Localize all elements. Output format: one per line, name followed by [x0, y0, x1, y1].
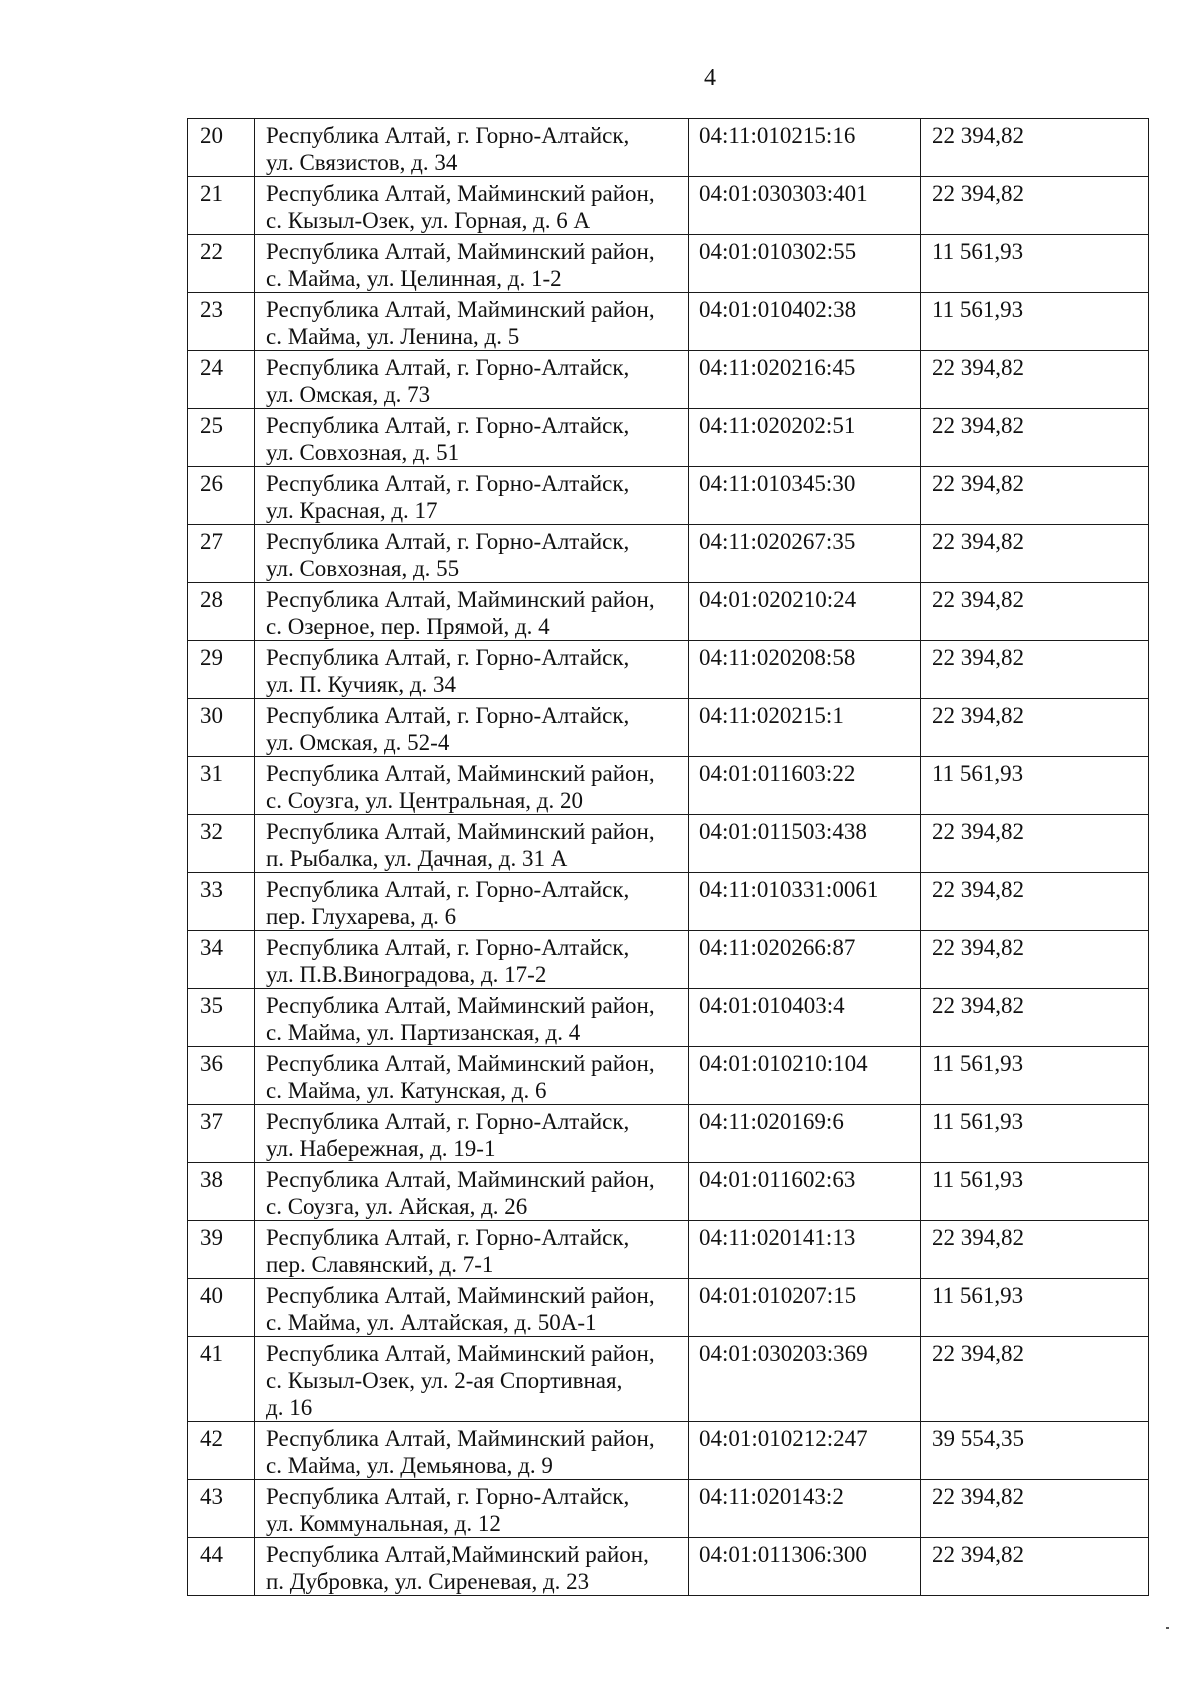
address-line: Республика Алтай, Майминский район,: [266, 761, 655, 786]
address-line: Республика Алтай,Майминский район,: [266, 1542, 649, 1567]
address-cell: [255, 1105, 689, 1163]
amount-cell: 22 394,82: [921, 409, 1149, 467]
address-line: п. Дубровка, ул. Сиреневая, д. 23: [266, 1569, 590, 1594]
amount-cell: 22 394,82: [921, 1538, 1149, 1596]
address-line: с. Майма, ул. Целинная, д. 1-2: [266, 266, 562, 291]
row-number-cell: 22: [188, 235, 255, 293]
address-line: Республика Алтай, Майминский район,: [266, 297, 655, 322]
amount-cell: 11 561,93: [921, 1047, 1149, 1105]
table-row: [188, 641, 1149, 699]
address-line: Республика Алтай, г. Горно-Алтайск,: [266, 935, 630, 960]
table-row: [188, 1422, 1149, 1480]
amount-cell: 11 561,93: [921, 757, 1149, 815]
address-cell: [255, 1279, 689, 1337]
cadastral-number-cell: 04:01:010212:247: [689, 1422, 921, 1480]
address-cell: [255, 873, 689, 931]
table-row: [188, 409, 1149, 467]
row-number-cell: 31: [188, 757, 255, 815]
row-number-cell: 41: [188, 1337, 255, 1422]
table-row: [188, 1105, 1149, 1163]
address-cell: [255, 1337, 689, 1422]
table-row: [188, 1279, 1149, 1337]
table-row: [188, 1480, 1149, 1538]
row-number-cell: 32: [188, 815, 255, 873]
address-line: ул. Совхозная, д. 51: [266, 440, 460, 465]
address-cell: [255, 931, 689, 989]
table-row: [188, 1337, 1149, 1422]
address-line: п. Рыбалка, ул. Дачная, д. 31 А: [266, 846, 568, 871]
amount-cell: 22 394,82: [921, 351, 1149, 409]
address-cell: [255, 235, 689, 293]
address-cell: [255, 1047, 689, 1105]
amount-cell: 22 394,82: [921, 641, 1149, 699]
address-line: ул. П.В.Виноградова, д. 17-2: [266, 962, 547, 987]
cadastral-number-cell: 04:11:020266:87: [689, 931, 921, 989]
address-line: с. Майма, ул. Демьянова, д. 9: [266, 1453, 553, 1478]
address-line: Республика Алтай, г. Горно-Алтайск,: [266, 1109, 630, 1134]
address-line: Республика Алтай, г. Горно-Алтайск,: [266, 1484, 630, 1509]
address-line: Республика Алтай, Майминский район,: [266, 1167, 655, 1192]
address-line: Республика Алтай, Майминский район,: [266, 1283, 655, 1308]
cadastral-number-cell: 04:01:011602:63: [689, 1163, 921, 1221]
cadastral-number-cell: 04:01:010302:55: [689, 235, 921, 293]
amount-cell: 22 394,82: [921, 699, 1149, 757]
address-line: ул. Коммунальная, д. 12: [266, 1511, 501, 1536]
amount-cell: 11 561,93: [921, 293, 1149, 351]
address-line: ул. Совхозная, д. 55: [266, 556, 460, 581]
address-line: ул. Красная, д. 17: [266, 498, 438, 523]
cadastral-number-cell: 04:11:020208:58: [689, 641, 921, 699]
address-line: Республика Алтай, г. Горно-Алтайск,: [266, 123, 630, 148]
address-line: ул. Омская, д. 73: [266, 382, 431, 407]
address-line: Республика Алтай, г. Горно-Алтайск,: [266, 471, 630, 496]
address-line: с. Майма, ул. Ленина, д. 5: [266, 324, 520, 349]
table-row: [188, 467, 1149, 525]
row-number-cell: 43: [188, 1480, 255, 1538]
table-row: [188, 699, 1149, 757]
address-line: ул. Набережная, д. 19-1: [266, 1136, 496, 1161]
table-row: [188, 177, 1149, 235]
row-number-cell: 20: [188, 119, 255, 177]
row-number-cell: 29: [188, 641, 255, 699]
amount-cell: 22 394,82: [921, 815, 1149, 873]
amount-cell: 22 394,82: [921, 467, 1149, 525]
address-line: Республика Алтай, г. Горно-Алтайск,: [266, 1225, 630, 1250]
table-row: [188, 293, 1149, 351]
table-row: [188, 583, 1149, 641]
address-line: Республика Алтай, Майминский район,: [266, 587, 655, 612]
address-line: с. Майма, ул. Катунская, д. 6: [266, 1078, 547, 1103]
address-line: ул. Связистов, д. 34: [266, 150, 458, 175]
cadastral-number-cell: 04:11:020141:13: [689, 1221, 921, 1279]
amount-cell: 22 394,82: [921, 1221, 1149, 1279]
cadastral-number-cell: 04:11:010331:0061: [689, 873, 921, 931]
cadastral-number-cell: 04:11:020202:51: [689, 409, 921, 467]
table-row: [188, 525, 1149, 583]
cadastral-number-cell: 04:11:020215:1: [689, 699, 921, 757]
address-line: с. Озерное, пер. Прямой, д. 4: [266, 614, 550, 639]
address-cell: [255, 1480, 689, 1538]
table-row: [188, 119, 1149, 177]
cadastral-number-cell: 04:01:011603:22: [689, 757, 921, 815]
address-line: с. Соузга, ул. Центральная, д. 20: [266, 788, 584, 813]
amount-cell: 22 394,82: [921, 1337, 1149, 1422]
address-cell: [255, 351, 689, 409]
address-line: Республика Алтай, Майминский район,: [266, 1426, 655, 1451]
row-number-cell: 26: [188, 467, 255, 525]
table-row: [188, 1221, 1149, 1279]
address-line: Республика Алтай, Майминский район,: [266, 993, 655, 1018]
table-row: [188, 1163, 1149, 1221]
amount-cell: 22 394,82: [921, 119, 1149, 177]
table-row: [188, 1047, 1149, 1105]
cadastral-number-cell: 04:11:010215:16: [689, 119, 921, 177]
address-line: с. Соузга, ул. Айская, д. 26: [266, 1194, 528, 1219]
address-line: Республика Алтай, Майминский район,: [266, 819, 655, 844]
row-number-cell: 23: [188, 293, 255, 351]
address-line: Республика Алтай, г. Горно-Алтайск,: [266, 703, 630, 728]
address-cell: [255, 1422, 689, 1480]
row-number-cell: 37: [188, 1105, 255, 1163]
address-line: Республика Алтай, г. Горно-Алтайск,: [266, 877, 630, 902]
table-row: [188, 1538, 1149, 1596]
address-cell: [255, 815, 689, 873]
amount-cell: 22 394,82: [921, 989, 1149, 1047]
address-line: Республика Алтай, Майминский район,: [266, 181, 655, 206]
table-row: [188, 351, 1149, 409]
address-line: с. Кызыл-Озек, ул. 2-ая Спортивная,: [266, 1368, 623, 1393]
row-number-cell: 34: [188, 931, 255, 989]
address-line: Республика Алтай, г. Горно-Алтайск,: [266, 529, 630, 554]
row-number-cell: 35: [188, 989, 255, 1047]
address-cell: [255, 177, 689, 235]
cadastral-number-cell: 04:11:020169:6: [689, 1105, 921, 1163]
cadastral-number-cell: 04:01:030203:369: [689, 1337, 921, 1422]
row-number-cell: 40: [188, 1279, 255, 1337]
address-cell: [255, 757, 689, 815]
amount-cell: 22 394,82: [921, 177, 1149, 235]
amount-cell: 22 394,82: [921, 1480, 1149, 1538]
table-row: [188, 235, 1149, 293]
row-number-cell: 25: [188, 409, 255, 467]
address-line: Республика Алтай, Майминский район,: [266, 1341, 655, 1366]
amount-cell: 11 561,93: [921, 1163, 1149, 1221]
address-line: д. 16: [266, 1395, 313, 1420]
address-line: пер. Глухарева, д. 6: [266, 904, 457, 929]
address-cell: [255, 467, 689, 525]
row-number-cell: 42: [188, 1422, 255, 1480]
row-number-cell: 21: [188, 177, 255, 235]
cadastral-number-cell: 04:11:020216:45: [689, 351, 921, 409]
address-cell: [255, 1221, 689, 1279]
row-number-cell: 33: [188, 873, 255, 931]
table-row: [188, 815, 1149, 873]
address-line: пер. Славянский, д. 7-1: [266, 1252, 494, 1277]
address-line: ул. П. Кучияк, д. 34: [266, 672, 457, 697]
scan-speck: [1166, 1627, 1169, 1629]
row-number-cell: 44: [188, 1538, 255, 1596]
amount-cell: 22 394,82: [921, 583, 1149, 641]
address-cell: [255, 409, 689, 467]
amount-cell: 22 394,82: [921, 873, 1149, 931]
cadastral-number-cell: 04:01:011503:438: [689, 815, 921, 873]
register-body: [188, 119, 1149, 1596]
cadastral-number-cell: 04:01:010207:15: [689, 1279, 921, 1337]
address-line: с. Майма, ул. Партизанская, д. 4: [266, 1020, 581, 1045]
address-cell: [255, 1538, 689, 1596]
row-number-cell: 36: [188, 1047, 255, 1105]
cadastral-number-cell: 04:01:030303:401: [689, 177, 921, 235]
address-line: Республика Алтай, г. Горно-Алтайск,: [266, 645, 630, 670]
address-cell: [255, 583, 689, 641]
address-line: ул. Омская, д. 52-4: [266, 730, 450, 755]
cadastral-number-cell: 04:11:020267:35: [689, 525, 921, 583]
amount-cell: 11 561,93: [921, 235, 1149, 293]
cadastral-number-cell: 04:01:010210:104: [689, 1047, 921, 1105]
address-line: с. Майма, ул. Алтайская, д. 50А-1: [266, 1310, 597, 1335]
address-cell: [255, 293, 689, 351]
amount-cell: 22 394,82: [921, 931, 1149, 989]
cadastral-number-cell: 04:11:010345:30: [689, 467, 921, 525]
cadastral-number-cell: 04:01:010402:38: [689, 293, 921, 351]
amount-cell: 39 554,35: [921, 1422, 1149, 1480]
address-cell: [255, 699, 689, 757]
address-line: Республика Алтай, г. Горно-Алтайск,: [266, 413, 630, 438]
address-cell: [255, 525, 689, 583]
page-number: 4: [704, 65, 716, 91]
address-cell: [255, 1163, 689, 1221]
table-row: [188, 757, 1149, 815]
table-row: [188, 989, 1149, 1047]
property-register-table: [187, 118, 1149, 1596]
address-cell: [255, 641, 689, 699]
address-line: Республика Алтай, Майминский район,: [266, 239, 655, 264]
address-line: Республика Алтай, г. Горно-Алтайск,: [266, 355, 630, 380]
row-number-cell: 27: [188, 525, 255, 583]
cadastral-number-cell: 04:01:010403:4: [689, 989, 921, 1047]
row-number-cell: 28: [188, 583, 255, 641]
table-row: [188, 931, 1149, 989]
row-number-cell: 24: [188, 351, 255, 409]
address-line: Республика Алтай, Майминский район,: [266, 1051, 655, 1076]
cadastral-number-cell: 04:01:011306:300: [689, 1538, 921, 1596]
address-line: с. Кызыл-Озек, ул. Горная, д. 6 А: [266, 208, 591, 233]
row-number-cell: 30: [188, 699, 255, 757]
cadastral-number-cell: 04:01:020210:24: [689, 583, 921, 641]
address-cell: [255, 989, 689, 1047]
amount-cell: 11 561,93: [921, 1279, 1149, 1337]
address-cell: [255, 119, 689, 177]
amount-cell: 11 561,93: [921, 1105, 1149, 1163]
amount-cell: 22 394,82: [921, 525, 1149, 583]
table-row: [188, 873, 1149, 931]
cadastral-number-cell: 04:11:020143:2: [689, 1480, 921, 1538]
row-number-cell: 38: [188, 1163, 255, 1221]
row-number-cell: 39: [188, 1221, 255, 1279]
